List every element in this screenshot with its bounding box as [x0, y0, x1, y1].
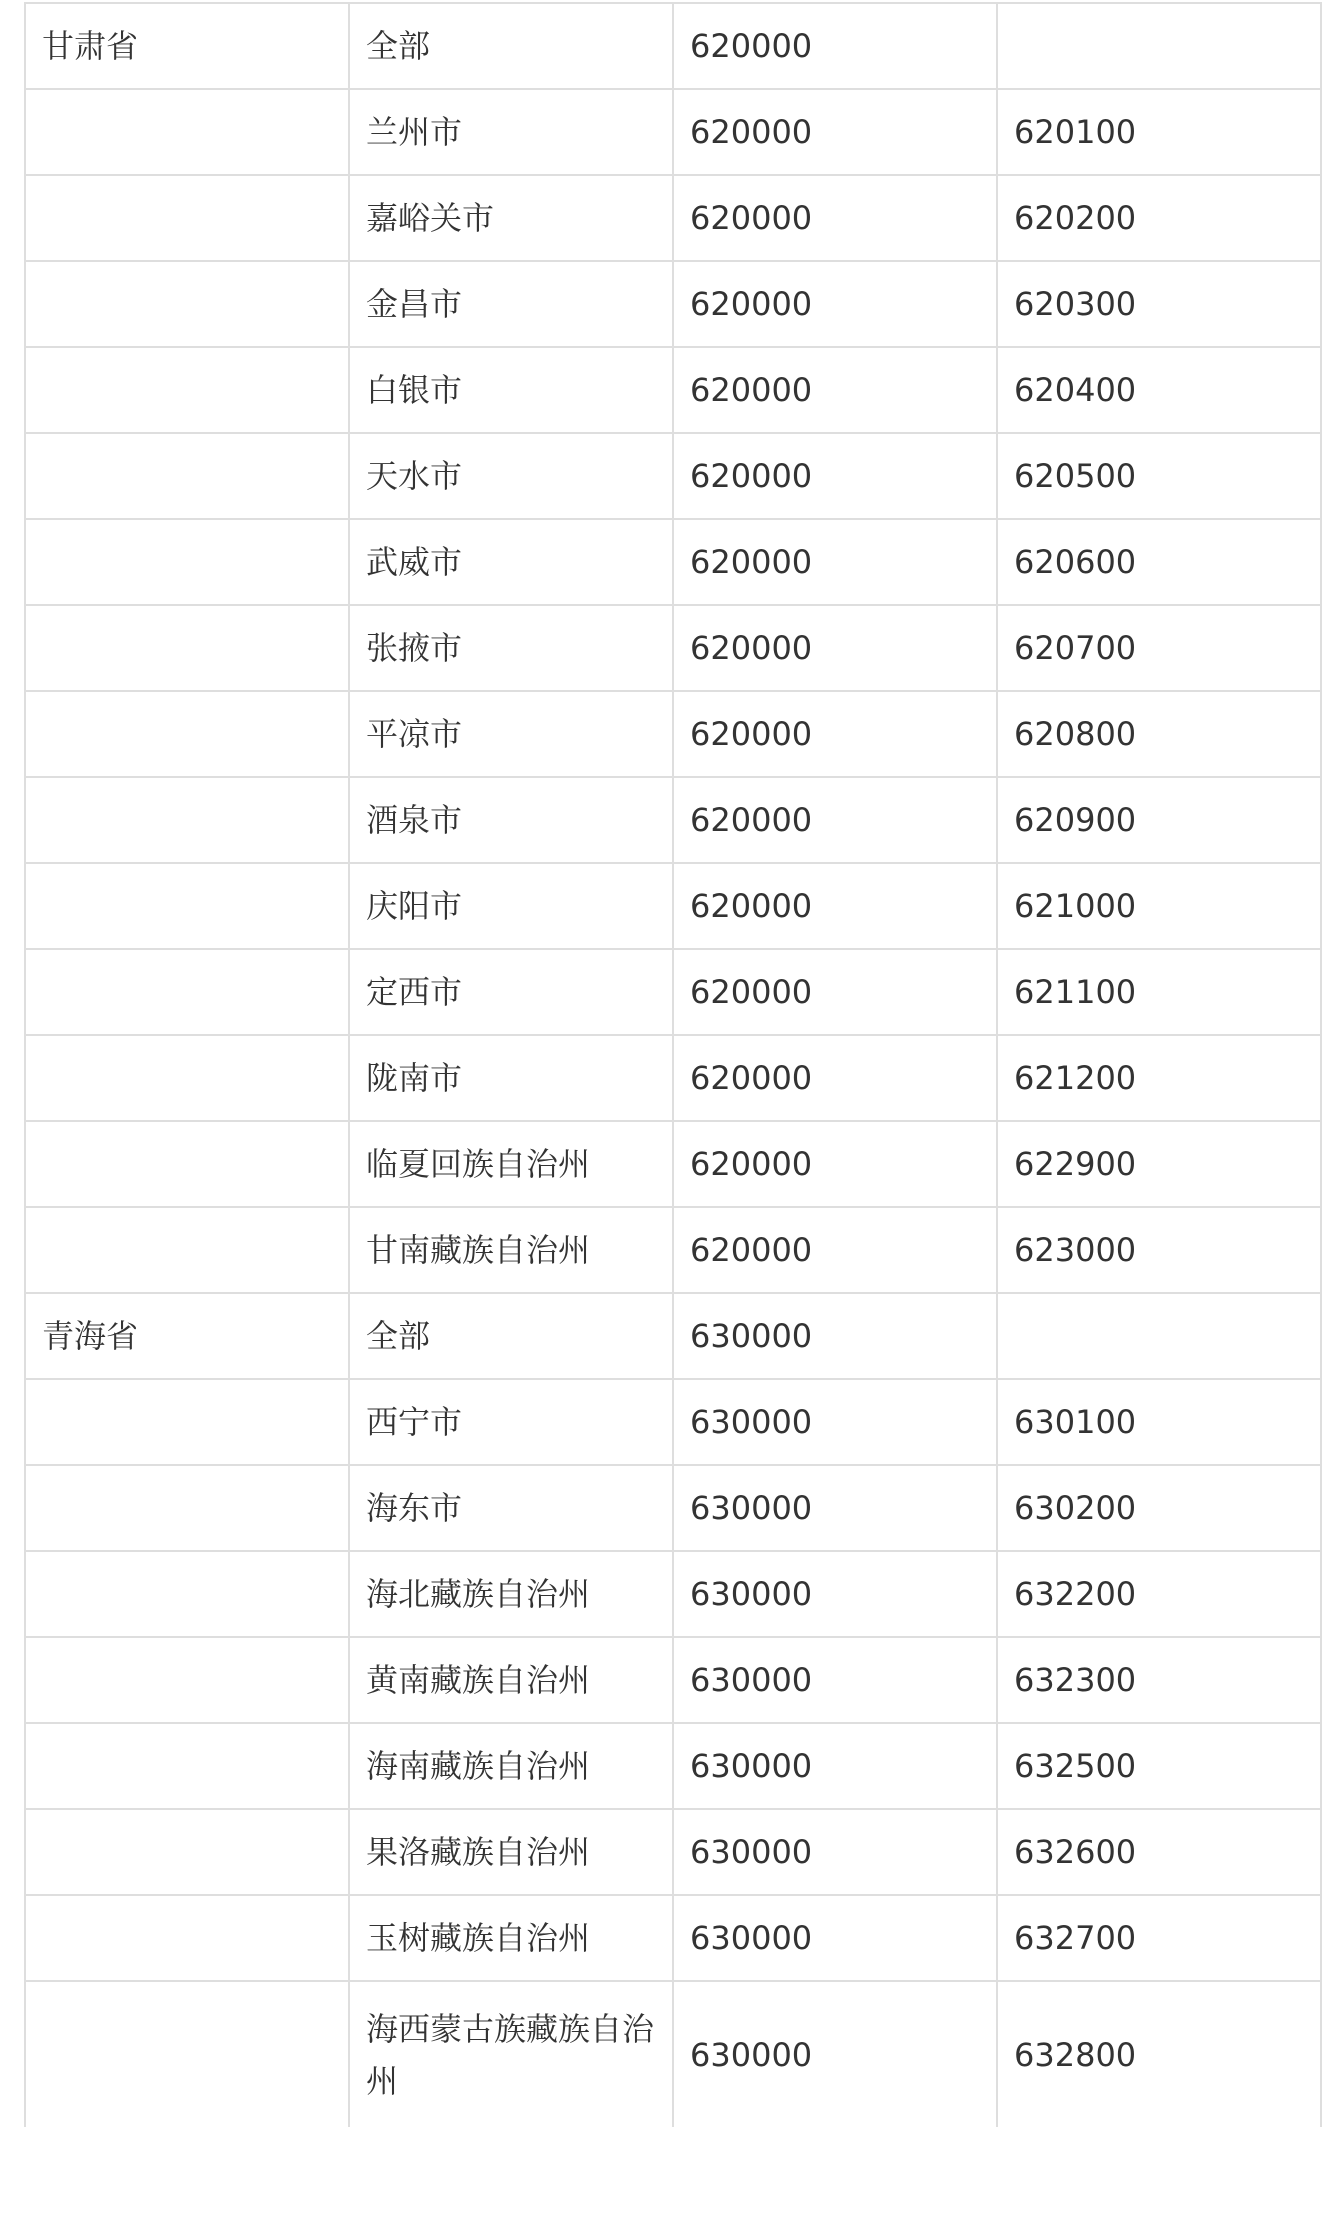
table-row [25, 777, 1321, 863]
province-code-cell: 620000 [673, 3, 997, 89]
table-row [25, 1551, 1321, 1637]
city-code-cell: 620300 [997, 261, 1321, 347]
city-cell: 果洛藏族自治州 [349, 1809, 673, 1895]
city-code-cell: 620500 [997, 433, 1321, 519]
table-row [25, 1895, 1321, 1981]
province-cell [25, 347, 349, 433]
city-code-cell: 620400 [997, 347, 1321, 433]
province-cell [25, 1637, 349, 1723]
province-code-cell: 620000 [673, 863, 997, 949]
city-cell: 兰州市 [349, 89, 673, 175]
city-code-cell: 620700 [997, 605, 1321, 691]
province-cell [25, 1035, 349, 1121]
province-cell [25, 949, 349, 1035]
province-code-cell: 630000 [673, 1637, 997, 1723]
city-cell: 全部 [349, 3, 673, 89]
city-cell: 海西蒙古族藏族自治州 [349, 1981, 673, 2127]
province-cell [25, 89, 349, 175]
city-code-cell: 630200 [997, 1465, 1321, 1551]
province-cell [25, 1895, 349, 1981]
province-cell [25, 777, 349, 863]
city-code-cell: 620200 [997, 175, 1321, 261]
city-code-cell: 632200 [997, 1551, 1321, 1637]
city-code-cell: 622900 [997, 1121, 1321, 1207]
province-code-cell: 630000 [673, 1293, 997, 1379]
region-code-table [24, 2, 1322, 2127]
province-code-cell: 620000 [673, 1035, 997, 1121]
province-code-cell: 630000 [673, 1895, 997, 1981]
city-code-cell: 632600 [997, 1809, 1321, 1895]
province-code-cell: 620000 [673, 1207, 997, 1293]
province-cell [25, 1809, 349, 1895]
city-cell: 临夏回族自治州 [349, 1121, 673, 1207]
province-code-cell: 630000 [673, 1379, 997, 1465]
city-cell: 酒泉市 [349, 777, 673, 863]
table-row [25, 347, 1321, 433]
province-code-cell: 630000 [673, 1551, 997, 1637]
province-code-cell: 630000 [673, 1723, 997, 1809]
province-cell [25, 1207, 349, 1293]
city-cell: 嘉峪关市 [349, 175, 673, 261]
table-row [25, 691, 1321, 777]
province-code-cell: 620000 [673, 691, 997, 777]
city-code-cell: 632800 [997, 1981, 1321, 2127]
city-code-cell: 620600 [997, 519, 1321, 605]
table-row [25, 1981, 1321, 2127]
city-code-cell [997, 3, 1321, 89]
province-cell [25, 691, 349, 777]
city-cell: 庆阳市 [349, 863, 673, 949]
province-cell [25, 1551, 349, 1637]
table-row [25, 1207, 1321, 1293]
province-code-cell: 620000 [673, 519, 997, 605]
city-cell: 定西市 [349, 949, 673, 1035]
city-code-cell: 632700 [997, 1895, 1321, 1981]
province-cell [25, 175, 349, 261]
province-code-cell: 630000 [673, 1809, 997, 1895]
table-row [25, 3, 1321, 89]
province-code-cell: 620000 [673, 1121, 997, 1207]
table-row [25, 1723, 1321, 1809]
province-cell [25, 605, 349, 691]
table-row [25, 1465, 1321, 1551]
city-code-cell: 620800 [997, 691, 1321, 777]
city-cell: 张掖市 [349, 605, 673, 691]
city-cell: 平凉市 [349, 691, 673, 777]
table-row [25, 1121, 1321, 1207]
province-cell [25, 863, 349, 949]
table-row [25, 1035, 1321, 1121]
city-cell: 全部 [349, 1293, 673, 1379]
table-row [25, 1809, 1321, 1895]
province-code-cell: 620000 [673, 89, 997, 175]
city-cell: 天水市 [349, 433, 673, 519]
city-code-cell: 623000 [997, 1207, 1321, 1293]
province-code-cell: 620000 [673, 433, 997, 519]
table-row [25, 863, 1321, 949]
province-code-cell: 630000 [673, 1465, 997, 1551]
city-cell: 金昌市 [349, 261, 673, 347]
table-row [25, 519, 1321, 605]
city-code-cell: 620100 [997, 89, 1321, 175]
table-row [25, 1637, 1321, 1723]
province-cell [25, 519, 349, 605]
table-row [25, 605, 1321, 691]
province-cell [25, 433, 349, 519]
city-cell: 黄南藏族自治州 [349, 1637, 673, 1723]
city-cell: 甘南藏族自治州 [349, 1207, 673, 1293]
table-row [25, 1379, 1321, 1465]
city-code-cell: 632300 [997, 1637, 1321, 1723]
province-code-cell: 620000 [673, 605, 997, 691]
city-cell: 西宁市 [349, 1379, 673, 1465]
city-cell: 陇南市 [349, 1035, 673, 1121]
table-row [25, 89, 1321, 175]
province-cell [25, 1723, 349, 1809]
city-code-cell: 620900 [997, 777, 1321, 863]
city-cell: 海南藏族自治州 [349, 1723, 673, 1809]
province-cell: 甘肃省 [25, 3, 349, 89]
province-cell [25, 1379, 349, 1465]
province-code-cell: 630000 [673, 1981, 997, 2127]
province-code-cell: 620000 [673, 175, 997, 261]
province-cell [25, 1121, 349, 1207]
province-cell [25, 261, 349, 347]
province-code-cell: 620000 [673, 347, 997, 433]
city-cell: 玉树藏族自治州 [349, 1895, 673, 1981]
table-body [25, 3, 1321, 2127]
city-cell: 白银市 [349, 347, 673, 433]
province-cell [25, 1981, 349, 2127]
city-cell: 海北藏族自治州 [349, 1551, 673, 1637]
city-cell: 海东市 [349, 1465, 673, 1551]
table-row [25, 175, 1321, 261]
province-cell: 青海省 [25, 1293, 349, 1379]
province-code-cell: 620000 [673, 777, 997, 863]
city-code-cell [997, 1293, 1321, 1379]
table-row [25, 261, 1321, 347]
province-code-cell: 620000 [673, 949, 997, 1035]
table-row [25, 433, 1321, 519]
city-code-cell: 632500 [997, 1723, 1321, 1809]
city-code-cell: 621000 [997, 863, 1321, 949]
province-cell [25, 1465, 349, 1551]
city-cell: 武威市 [349, 519, 673, 605]
table-row [25, 949, 1321, 1035]
province-code-cell: 620000 [673, 261, 997, 347]
city-code-cell: 621200 [997, 1035, 1321, 1121]
city-code-cell: 621100 [997, 949, 1321, 1035]
table-row [25, 1293, 1321, 1379]
city-code-cell: 630100 [997, 1379, 1321, 1465]
